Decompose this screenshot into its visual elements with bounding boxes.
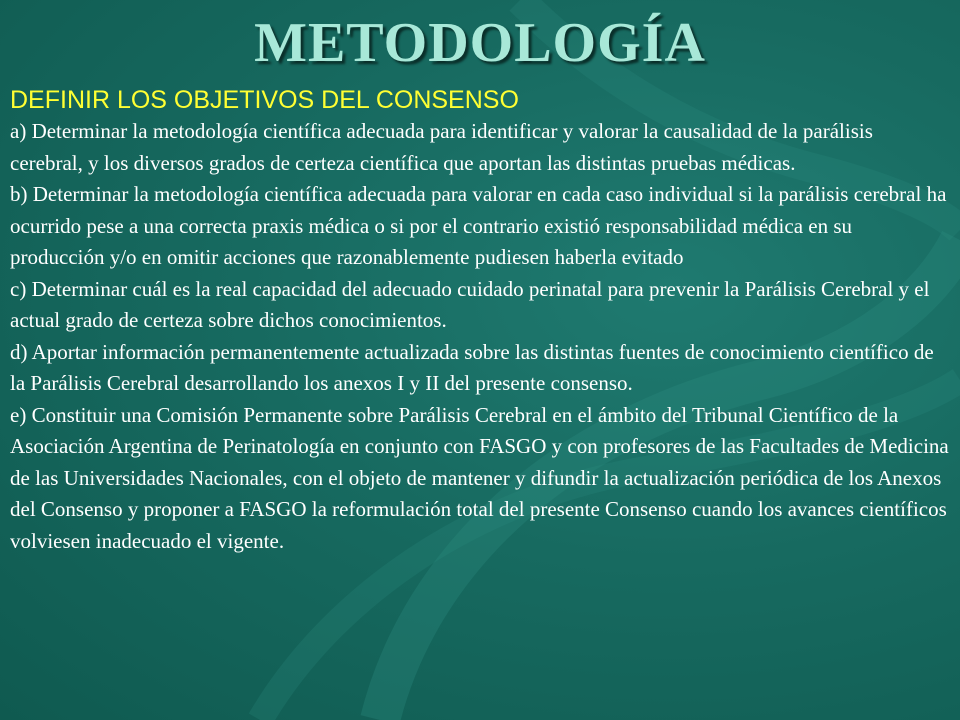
objective-c: c) Determinar cuál es la real capacidad del adecuado cuidado perinatal para prevenir la Parálisis Cerebral y el actual grado de certeza sobre dichos conocimientos.	[10, 276, 930, 332]
slide-body	[10, 84, 950, 557]
objective-a: a) Determinar la metodología científica adecuada para identificar y valorar la causalidad de la parálisis cerebral, y los diversos grados de certeza científica que aportan las distintas pruebas médicas.	[10, 119, 873, 175]
objective-d: d) Aportar información permanentemente actualizada sobre las distintas fuentes de conocimiento científico de la Parálisis Cerebral desarrollando los anexos I y II del presente consenso.	[10, 339, 934, 395]
slide-title: METODOLOGÍA	[254, 12, 706, 74]
objective-e: e) Constituir una Comisión Permanente sobre Parálisis Cerebral en el ámbito del Tribunal Científico de la Asociación Argentina de Perinatología en conjunto con FASGO y con profesores de las Facultades de Medicina de las Universidades Nacionales, con el objeto de mantener y difundir la actualización periódica de los Anexos del Consenso y proponer a FASGO la reformulación total del presente Consenso cuando los avances científicos volviesen inadecuado el vigente.	[10, 402, 949, 553]
section-heading: DEFINIR LOS OBJETIVOS DEL CONSENSO	[10, 86, 519, 114]
objective-b: b) Determinar la metodología científica adecuada para valorar en cada caso individual si la parálisis cerebral ha ocurrido pese a una correcta praxis médica o si por el contrario existió responsabilidad médica en su producción y/o en omitir acciones que razonablemente pudiesen haberla evitado	[10, 182, 947, 269]
